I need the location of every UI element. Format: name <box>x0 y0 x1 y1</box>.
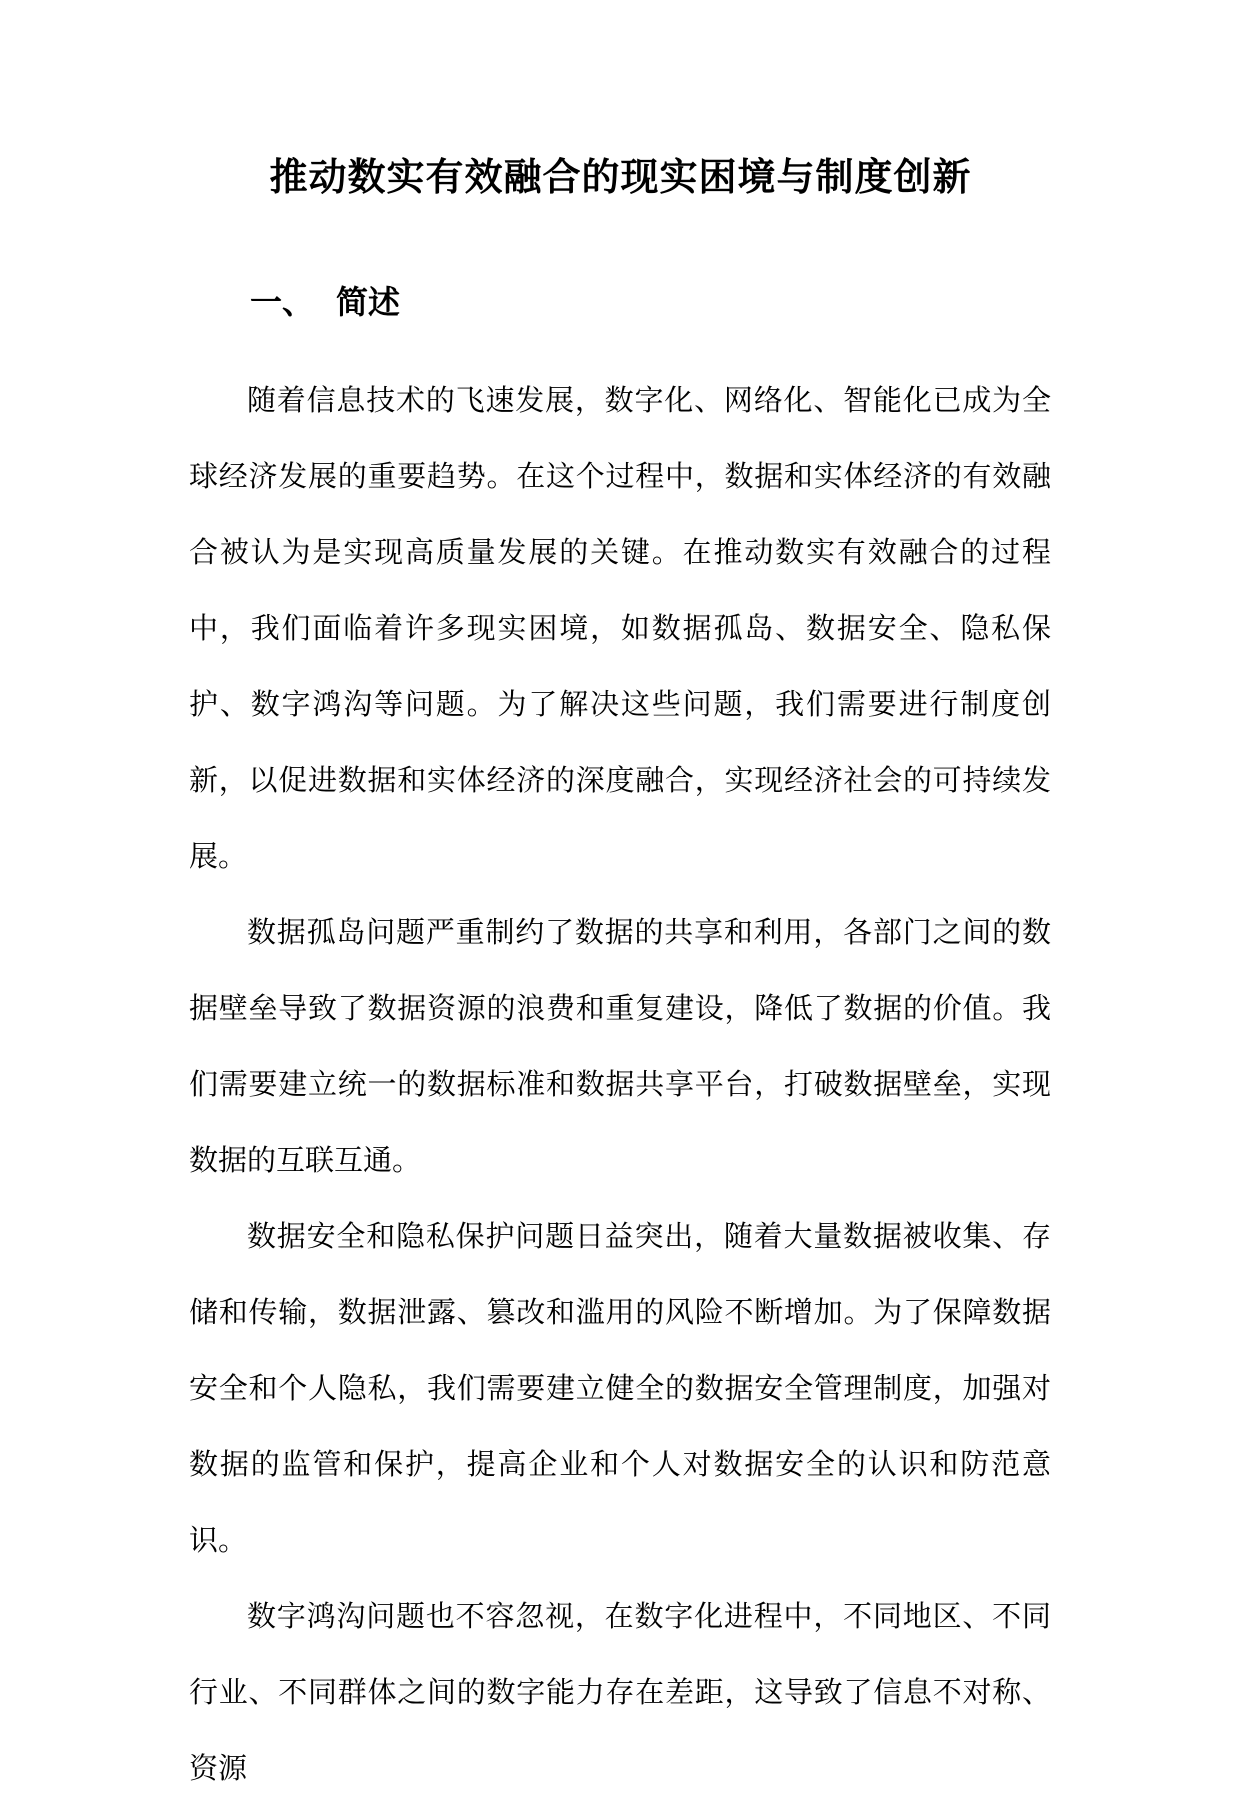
paragraph: 数据安全和隐私保护问题日益突出，随着大量数据被收集、存储和传输，数据泄露、篡改和滥用的风险不断增加。为了保障数据安全和个人隐私，我们需要建立健全的数据安全管理制度，加强对数据的监管和保护，提高企业和个人对数据安全的认识和防范意识。 <box>189 1219 1051 1557</box>
document-title: 推动数实有效融合的现实困境与制度创新 <box>269 154 972 199</box>
section-heading <box>250 278 400 326</box>
paragraph: 数据孤岛问题严重制约了数据的共享和利用，各部门之间的数据壁垒导致了数据资源的浪费和重复建设，降低了数据的价值。我们需要建立统一的数据标准和数据共享平台，打破数据壁垒，实现数据的互联互通。 <box>189 915 1051 1177</box>
section-number: 一、 <box>250 283 315 321</box>
paragraph: 数字鸿沟问题也不容忽视，在数字化进程中，不同地区、不同行业、不同群体之间的数字能力存在差距，这导致了信息不对称、资源 <box>189 1599 1051 1785</box>
document-body <box>189 362 1051 1806</box>
section-heading-text: 简述 <box>336 283 401 321</box>
paragraph: 随着信息技术的飞速发展，数字化、网络化、智能化已成为全球经济发展的重要趋势。在这个过程中，数据和实体经济的有效融合被认为是实现高质量发展的关键。在推动数实有效融合的过程中，我们面临着许多现实困境，如数据孤岛、数据安全、隐私保护、数字鸿沟等问题。为了解决这些问题，我们需要进行制度创新，以促进数据和实体经济的深度融合，实现经济社会的可持续发展。 <box>189 383 1051 873</box>
